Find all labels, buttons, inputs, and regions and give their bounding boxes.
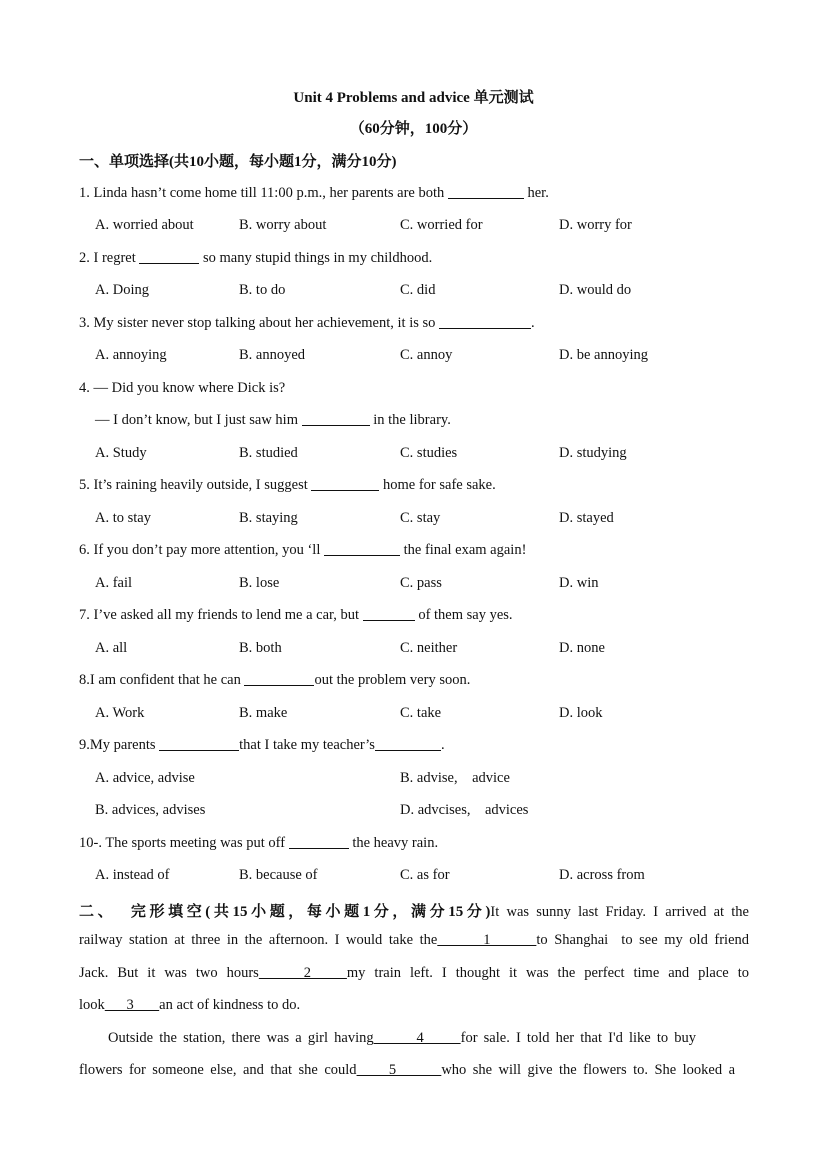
option-c: C. studies bbox=[400, 445, 458, 461]
question-10: 10-. The sports meeting was put off the heavy rain. bbox=[79, 835, 439, 851]
cloze-line-2: railway station at three in the afternoon. I would take the 1 to Shanghai to see my old friend bbox=[79, 932, 749, 948]
answer-blank bbox=[363, 607, 415, 621]
cloze-blank-2: 2 bbox=[258, 965, 347, 981]
option-c: C. stay bbox=[400, 510, 441, 526]
cloze-line-3: Jack. But it was two hours 2 my train left. I thought it was the perfect time and place to bbox=[79, 965, 749, 981]
option-c: C. annoy bbox=[400, 347, 453, 363]
answer-blank bbox=[289, 835, 349, 849]
question-4-reply: — I don’t know, but I just saw him in the library. bbox=[95, 412, 451, 428]
section1-heading: 一、单项选择(共10小题，每小题1分，满分10分) bbox=[79, 154, 397, 170]
page-subtitle: （60分钟，100分） bbox=[349, 121, 478, 137]
option-d: D. worry for bbox=[559, 217, 632, 233]
option-d: D. studying bbox=[559, 445, 627, 461]
answer-blank bbox=[159, 737, 239, 751]
question-1: 1. Linda hasn’t come home till 11:00 p.m., her parents are both her. bbox=[79, 185, 549, 201]
option-b: B. to do bbox=[239, 282, 286, 298]
option-b: B. because of bbox=[239, 867, 318, 883]
option-b: B. both bbox=[239, 640, 282, 656]
question-5: 5. It’s raining heavily outside, I suggest home for safe sake. bbox=[79, 477, 496, 493]
cloze-blank-4: 4 bbox=[373, 1030, 461, 1046]
option-d: D. advcises, advices bbox=[400, 802, 529, 818]
option-d: D. win bbox=[559, 575, 599, 591]
answer-blank bbox=[139, 250, 199, 264]
option-a: A. to stay bbox=[95, 510, 151, 526]
option-d: D. across from bbox=[559, 867, 645, 883]
option-c: C. pass bbox=[400, 575, 442, 591]
option-b: B. make bbox=[239, 705, 288, 721]
option-c: C. neither bbox=[400, 640, 458, 656]
question-6: 6. If you don’t pay more attention, you ‘ll the final exam again! bbox=[79, 542, 527, 558]
option-a: A. instead of bbox=[95, 867, 170, 883]
option-c: C. take bbox=[400, 705, 442, 721]
option-c: C. as for bbox=[400, 867, 450, 883]
option-b: B. advise, advice bbox=[400, 770, 510, 786]
answer-blank bbox=[302, 412, 370, 426]
option-a: A. all bbox=[95, 640, 128, 656]
option-a: A. Work bbox=[95, 705, 145, 721]
page-title: Unit 4 Problems and advice 单元测试 bbox=[293, 90, 534, 106]
option-a: A. advice, advise bbox=[95, 770, 195, 786]
option-a: A. worried about bbox=[95, 217, 194, 233]
option-d: D. stayed bbox=[559, 510, 614, 526]
option-a: A. fail bbox=[95, 575, 133, 591]
option-d: D. look bbox=[559, 705, 603, 721]
cloze-p2-line-1: Outside the station, there was a girl having 4 for sale. I told her that I'd like to buy bbox=[108, 1030, 697, 1046]
option-b: B. worry about bbox=[239, 217, 327, 233]
option-b: B. studied bbox=[239, 445, 298, 461]
cloze-blank-1: 1 bbox=[437, 932, 537, 948]
section2-heading: 二、 完形填空(共15小题，每小题1分，满分15分) bbox=[79, 904, 491, 920]
question-2: 2. I regret so many stupid things in my childhood. bbox=[79, 250, 433, 266]
answer-blank bbox=[244, 672, 314, 686]
option-d: D. be annoying bbox=[559, 347, 648, 363]
question-4: 4. — Did you know where Dick is? bbox=[79, 380, 286, 396]
option-b: B. staying bbox=[239, 510, 298, 526]
option-a: A. Doing bbox=[95, 282, 149, 298]
answer-blank bbox=[375, 737, 441, 751]
option-b-second: B. advices, advises bbox=[95, 802, 206, 818]
option-a: A. Study bbox=[95, 445, 147, 461]
option-b: B. annoyed bbox=[239, 347, 306, 363]
cloze-line-4: look 3 an act of kindness to do. bbox=[79, 997, 301, 1013]
option-a: A. annoying bbox=[95, 347, 167, 363]
question-3: 3. My sister never stop talking about her achievement, it is so . bbox=[79, 315, 535, 331]
section2-line-1: 二、 完形填空(共15小题，每小题1分，满分15分)It was sunny last Friday. I arrived at the bbox=[79, 904, 749, 920]
option-c: C. worried for bbox=[400, 217, 483, 233]
answer-blank bbox=[439, 315, 531, 329]
cloze-blank-3: 3 bbox=[104, 997, 160, 1013]
cloze-p2-line-2: flowers for someone else, and that she could 5 who she will give the flowers to. She looked a bbox=[79, 1062, 736, 1078]
question-9: 9.My parents that I take my teacher’s . bbox=[79, 737, 445, 753]
answer-blank bbox=[324, 542, 400, 556]
option-c: C. did bbox=[400, 282, 436, 298]
question-8: 8.I am confident that he can out the problem very soon. bbox=[79, 672, 471, 688]
option-b: B. lose bbox=[239, 575, 280, 591]
answer-blank bbox=[311, 477, 379, 491]
question-7: 7. I’ve asked all my friends to lend me a car, but of them say yes. bbox=[79, 607, 513, 623]
answer-blank bbox=[448, 185, 524, 199]
option-d: D. would do bbox=[559, 282, 632, 298]
cloze-blank-5: 5 bbox=[356, 1062, 442, 1078]
option-d: D. none bbox=[559, 640, 605, 656]
